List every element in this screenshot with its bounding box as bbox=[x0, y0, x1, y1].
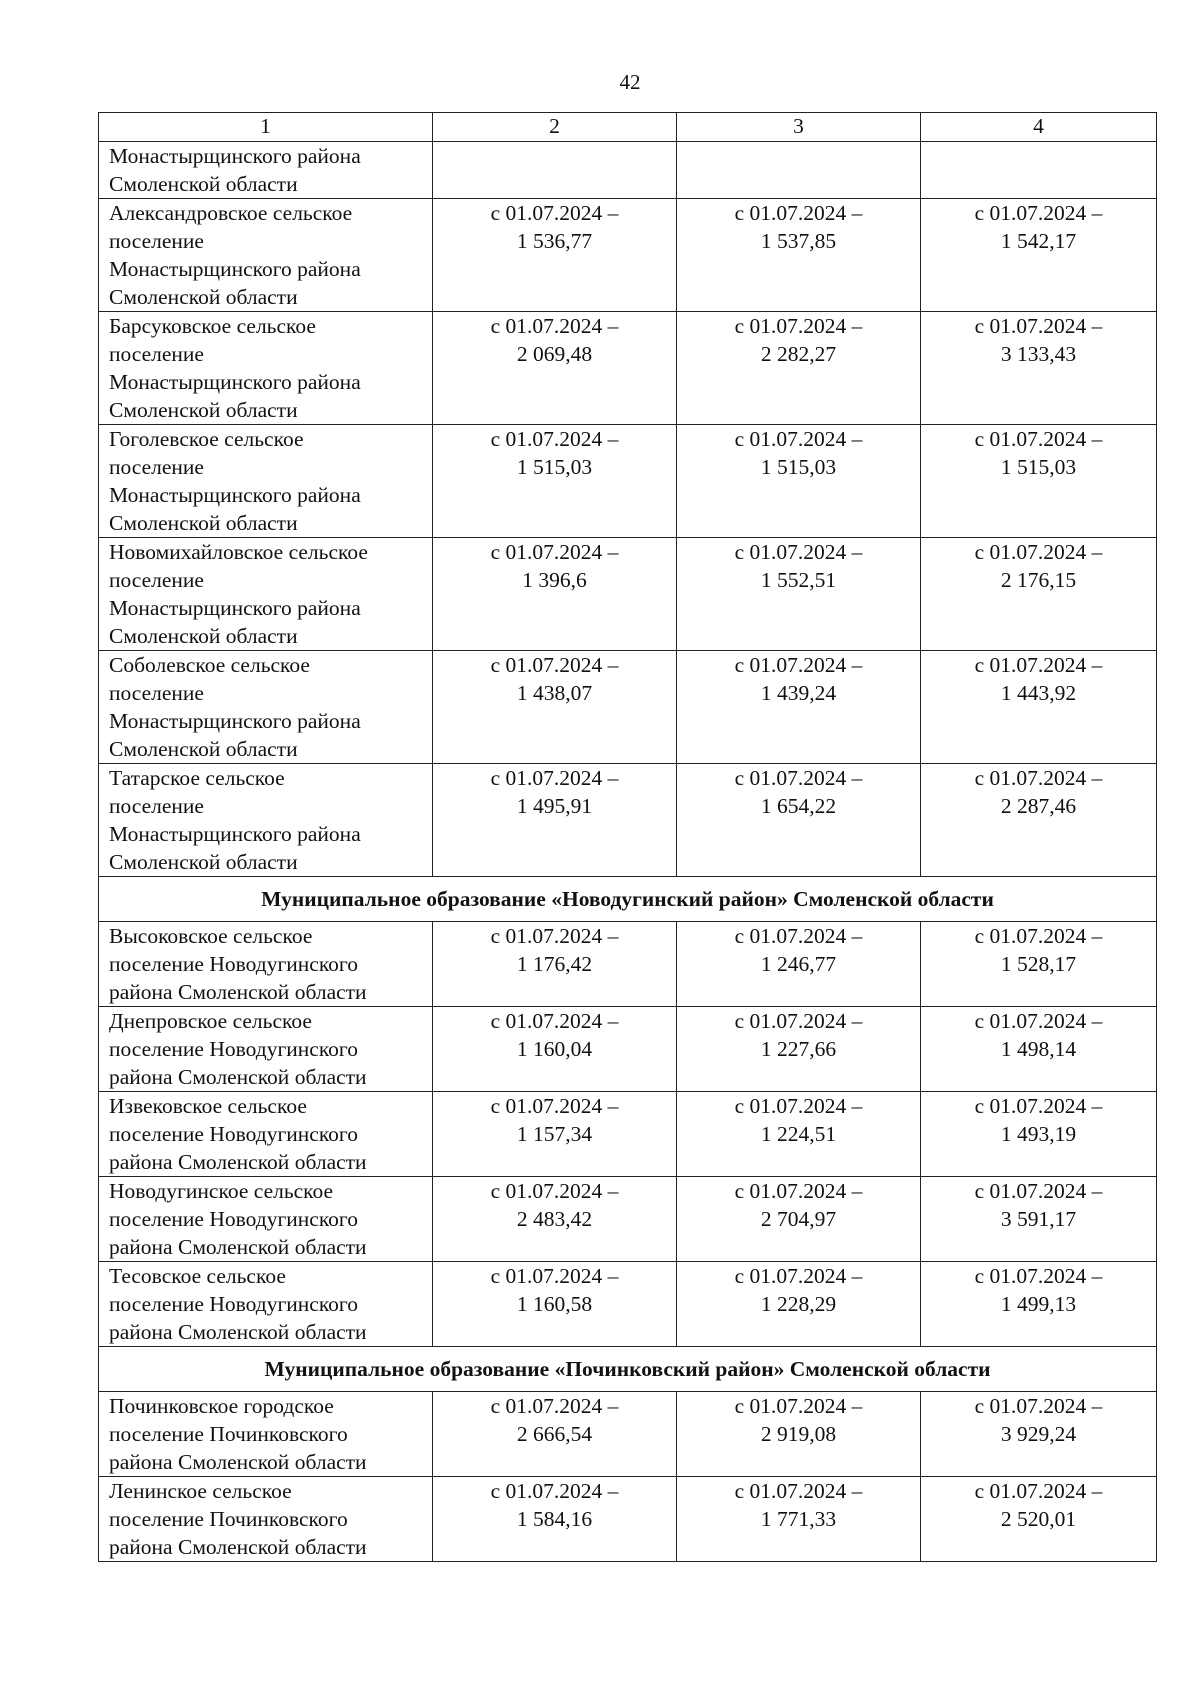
tariff-date: с 01.07.2024 – bbox=[734, 427, 863, 451]
settlement-name-line: Смоленской области bbox=[109, 737, 298, 761]
settlement-name-line: поселение Новодугинского bbox=[109, 952, 358, 976]
settlement-name-line: Монастырщинского района bbox=[109, 709, 361, 733]
tariff-amount: 1 499,13 bbox=[1000, 1292, 1077, 1316]
tariff-value-cell-col4 bbox=[921, 538, 1157, 651]
tariff-date: с 01.07.2024 – bbox=[734, 201, 863, 225]
settlement-name-line: Монастырщинского района bbox=[109, 596, 361, 620]
tariff-value-cell-col2 bbox=[433, 1392, 677, 1477]
settlement-name-line: Александровское сельское bbox=[109, 201, 353, 225]
settlement-name-cell bbox=[99, 651, 433, 764]
tariff-value-cell-col2 bbox=[433, 199, 677, 312]
tariff-value-cell-col3 bbox=[677, 1007, 921, 1092]
tariff-value-cell-col2 bbox=[433, 651, 677, 764]
tariff-amount: 2 282,27 bbox=[760, 342, 837, 366]
table-body bbox=[99, 142, 1157, 1562]
settlement-name-cell bbox=[99, 1392, 433, 1477]
tariff-value-cell-col4 bbox=[921, 1007, 1157, 1092]
tariff-value-cell-col4 bbox=[921, 1477, 1157, 1562]
tariff-date: с 01.07.2024 – bbox=[974, 1264, 1103, 1288]
tariff-amount: 1 396,6 bbox=[522, 568, 587, 592]
tariff-date: с 01.07.2024 – bbox=[974, 427, 1103, 451]
settlement-name-line: Тесовское сельское bbox=[109, 1264, 286, 1288]
table-row bbox=[99, 312, 1157, 425]
tariff-amount: 1 515,03 bbox=[760, 455, 837, 479]
tariff-value-cell-col4 bbox=[921, 651, 1157, 764]
tariff-amount: 2 919,08 bbox=[760, 1422, 837, 1446]
settlement-name-line: поселение bbox=[109, 568, 204, 592]
tariff-amount: 1 227,66 bbox=[760, 1037, 837, 1061]
tariff-value-cell-col3 bbox=[677, 1262, 921, 1347]
tariff-date: с 01.07.2024 – bbox=[734, 653, 863, 677]
tariff-amount: 1 157,34 bbox=[516, 1122, 593, 1146]
tariff-value-cell-col4 bbox=[921, 199, 1157, 312]
tariff-date: с 01.07.2024 – bbox=[734, 1009, 863, 1033]
table-row bbox=[99, 764, 1157, 877]
tariff-value-cell-col3 bbox=[677, 764, 921, 877]
tariff-date: с 01.07.2024 – bbox=[734, 540, 863, 564]
tariff-amount: 1 771,33 bbox=[760, 1507, 837, 1531]
tariff-value-cell-col3 bbox=[677, 1092, 921, 1177]
table-row bbox=[99, 1392, 1157, 1477]
settlement-name-line: поселение bbox=[109, 229, 204, 253]
tariff-amount: 1 160,58 bbox=[516, 1292, 593, 1316]
tariff-date: с 01.07.2024 – bbox=[734, 314, 863, 338]
settlement-name-cell bbox=[99, 199, 433, 312]
tariff-amount: 1 536,77 bbox=[516, 229, 593, 253]
settlement-name-line: Ленинское сельское bbox=[109, 1479, 292, 1503]
tariff-date: с 01.07.2024 – bbox=[974, 1394, 1103, 1418]
section-header-row bbox=[99, 877, 1157, 922]
tariff-value-cell-col3 bbox=[677, 1392, 921, 1477]
tariff-value-cell-col2 bbox=[433, 1262, 677, 1347]
tariff-amount: 1 552,51 bbox=[760, 568, 837, 592]
tariff-amount: 1 224,51 bbox=[760, 1122, 837, 1146]
tariff-amount: 1 495,91 bbox=[516, 794, 593, 818]
settlement-name-line: Татарское сельское bbox=[109, 766, 285, 790]
settlement-name-cell bbox=[99, 312, 433, 425]
tariff-date: с 01.07.2024 – bbox=[734, 1264, 863, 1288]
tariff-value-cell-col2 bbox=[433, 1007, 677, 1092]
tariff-date: с 01.07.2024 – bbox=[734, 1394, 863, 1418]
tariff-value-cell-col3 bbox=[677, 199, 921, 312]
tariff-date: с 01.07.2024 – bbox=[974, 1009, 1103, 1033]
tariff-value-cell-col4 bbox=[921, 1177, 1157, 1262]
tariff-value-cell-col2 bbox=[433, 1092, 677, 1177]
tariff-value-cell-col3 bbox=[677, 425, 921, 538]
settlement-name-line: Смоленской области bbox=[109, 172, 298, 196]
settlement-name-line: поселение bbox=[109, 342, 204, 366]
tariff-amount: 1 498,14 bbox=[1000, 1037, 1077, 1061]
tariff-date: с 01.07.2024 – bbox=[974, 201, 1103, 225]
tariff-value-cell-col3 bbox=[677, 142, 921, 199]
tariff-date: с 01.07.2024 – bbox=[490, 1394, 619, 1418]
tariff-amount: 1 176,42 bbox=[516, 952, 593, 976]
settlement-name-line: поселение Новодугинского bbox=[109, 1122, 358, 1146]
tariff-amount: 1 528,17 bbox=[1000, 952, 1077, 976]
tariff-date: с 01.07.2024 – bbox=[974, 540, 1103, 564]
table-row bbox=[99, 1007, 1157, 1092]
settlement-name-line: района Смоленской области bbox=[109, 1150, 367, 1174]
settlement-name-line: Новомихайловское сельское bbox=[109, 540, 368, 564]
tariff-amount: 1 537,85 bbox=[760, 229, 837, 253]
table-row bbox=[99, 142, 1157, 199]
settlement-name-line: Монастырщинского района bbox=[109, 370, 361, 394]
settlement-name-line: Днепровское сельское bbox=[109, 1009, 312, 1033]
table-row bbox=[99, 1477, 1157, 1562]
settlement-name-line: Монастырщинского района bbox=[109, 822, 361, 846]
tariff-date: с 01.07.2024 – bbox=[490, 201, 619, 225]
settlement-name-line: района Смоленской области bbox=[109, 1535, 367, 1559]
settlement-name-cell bbox=[99, 764, 433, 877]
settlement-name-line: Извековское сельское bbox=[109, 1094, 307, 1118]
settlement-name-line: поселение Починковского bbox=[109, 1422, 348, 1446]
settlement-name-line: района Смоленской области bbox=[109, 1450, 367, 1474]
tariff-date: с 01.07.2024 – bbox=[734, 924, 863, 948]
settlement-name-line: поселение Новодугинского bbox=[109, 1292, 358, 1316]
table-header bbox=[99, 113, 1157, 142]
tariff-value-cell-col4 bbox=[921, 425, 1157, 538]
tariff-amount: 1 443,92 bbox=[1000, 681, 1077, 705]
settlement-name-cell bbox=[99, 425, 433, 538]
tariff-amount: 1 542,17 bbox=[1000, 229, 1077, 253]
page-number: 42 bbox=[619, 70, 641, 94]
header-row bbox=[99, 113, 1157, 142]
tariff-date: с 01.07.2024 – bbox=[734, 1094, 863, 1118]
tariff-value-cell-col2 bbox=[433, 922, 677, 1007]
tariff-value-cell-col3 bbox=[677, 312, 921, 425]
tariff-date: с 01.07.2024 – bbox=[490, 924, 619, 948]
settlement-name-cell bbox=[99, 1177, 433, 1262]
tariff-value-cell-col4 bbox=[921, 1092, 1157, 1177]
tariff-date: с 01.07.2024 – bbox=[490, 1094, 619, 1118]
tariff-date: с 01.07.2024 – bbox=[734, 1479, 863, 1503]
tariff-value-cell-col4 bbox=[921, 142, 1157, 199]
tariff-date: с 01.07.2024 – bbox=[974, 1179, 1103, 1203]
table-row bbox=[99, 425, 1157, 538]
settlement-name-cell bbox=[99, 142, 433, 199]
settlement-name-line: поселение bbox=[109, 794, 204, 818]
table-row bbox=[99, 1092, 1157, 1177]
tariff-amount: 3 133,43 bbox=[1000, 342, 1077, 366]
tariff-value-cell-col3 bbox=[677, 1177, 921, 1262]
tariff-amount: 2 176,15 bbox=[1000, 568, 1077, 592]
tariff-value-cell-col2 bbox=[433, 1177, 677, 1262]
table-row bbox=[99, 199, 1157, 312]
tariff-date: с 01.07.2024 – bbox=[974, 1094, 1103, 1118]
settlement-name-line: поселение Починковского bbox=[109, 1507, 348, 1531]
tariff-amount: 1 438,07 bbox=[516, 681, 593, 705]
settlement-name-line: района Смоленской области bbox=[109, 1065, 367, 1089]
settlement-name-line: Смоленской области bbox=[109, 511, 298, 535]
settlement-name-line: Гоголевское сельское bbox=[109, 427, 304, 451]
settlement-name-line: Соболевское сельское bbox=[109, 653, 310, 677]
tariff-date: с 01.07.2024 – bbox=[490, 653, 619, 677]
tariff-value-cell-col3 bbox=[677, 538, 921, 651]
tariff-date: с 01.07.2024 – bbox=[490, 540, 619, 564]
section-title: Муниципальное образование «Починковский район» Смоленской области bbox=[99, 1347, 1157, 1392]
tariff-value-cell-col3 bbox=[677, 922, 921, 1007]
tariff-value-cell-col2 bbox=[433, 538, 677, 651]
settlement-name-line: Починковское городское bbox=[109, 1394, 334, 1418]
tariff-value-cell-col3 bbox=[677, 651, 921, 764]
tariff-date: с 01.07.2024 – bbox=[490, 1479, 619, 1503]
tariff-date: с 01.07.2024 – bbox=[490, 766, 619, 790]
settlement-name-line: поселение bbox=[109, 455, 204, 479]
tariff-amount: 2 704,97 bbox=[760, 1207, 837, 1231]
tariff-value-cell-col2 bbox=[433, 425, 677, 538]
tariff-amount: 1 515,03 bbox=[1000, 455, 1077, 479]
table-row bbox=[99, 651, 1157, 764]
table-row bbox=[99, 538, 1157, 651]
tariff-value-cell-col2 bbox=[433, 142, 677, 199]
tariff-date: с 01.07.2024 – bbox=[734, 1179, 863, 1203]
section-header-row bbox=[99, 1347, 1157, 1392]
settlement-name-line: Новодугинское сельское bbox=[109, 1179, 334, 1203]
settlement-name-cell bbox=[99, 922, 433, 1007]
tariff-value-cell-col4 bbox=[921, 1262, 1157, 1347]
column-header-2: 2 bbox=[433, 113, 677, 142]
tariff-value-cell-col2 bbox=[433, 312, 677, 425]
settlement-name-line: района Смоленской области bbox=[109, 980, 367, 1004]
tariff-date: с 01.07.2024 – bbox=[490, 1264, 619, 1288]
tariff-date: с 01.07.2024 – bbox=[974, 766, 1103, 790]
tariff-amount: 1 654,22 bbox=[760, 794, 837, 818]
tariff-value-cell-col4 bbox=[921, 1392, 1157, 1477]
column-header-3: 3 bbox=[677, 113, 921, 142]
settlement-name-line: Монастырщинского района bbox=[109, 144, 361, 168]
tariff-amount: 2 520,01 bbox=[1000, 1507, 1077, 1531]
tariff-amount: 2 666,54 bbox=[516, 1422, 593, 1446]
tariff-date: с 01.07.2024 – bbox=[734, 766, 863, 790]
settlement-name-line: Монастырщинского района bbox=[109, 483, 361, 507]
settlement-name-line: Смоленской области bbox=[109, 285, 298, 309]
settlement-name-line: Барсуковское сельское bbox=[109, 314, 316, 338]
column-header-4: 4 bbox=[921, 113, 1157, 142]
tariff-value-cell-col2 bbox=[433, 764, 677, 877]
tariff-date: с 01.07.2024 – bbox=[490, 1179, 619, 1203]
settlement-name-line: поселение bbox=[109, 681, 204, 705]
section-title: Муниципальное образование «Новодугинский район» Смоленской области bbox=[99, 877, 1157, 922]
settlement-name-line: района Смоленской области bbox=[109, 1235, 367, 1259]
settlement-name-line: Монастырщинского района bbox=[109, 257, 361, 281]
settlement-name-cell bbox=[99, 1007, 433, 1092]
column-header-1: 1 bbox=[99, 113, 433, 142]
settlement-name-line: Смоленской области bbox=[109, 398, 298, 422]
tariff-amount: 1 160,04 bbox=[516, 1037, 593, 1061]
settlement-name-line: Высоковское сельское bbox=[109, 924, 313, 948]
tariff-table bbox=[98, 112, 1157, 1562]
tariff-amount: 3 591,17 bbox=[1000, 1207, 1077, 1231]
tariff-amount: 1 493,19 bbox=[1000, 1122, 1077, 1146]
settlement-name-cell bbox=[99, 1477, 433, 1562]
tariff-value-cell-col4 bbox=[921, 922, 1157, 1007]
tariff-date: с 01.07.2024 – bbox=[490, 1009, 619, 1033]
settlement-name-cell bbox=[99, 538, 433, 651]
tariff-amount: 1 228,29 bbox=[760, 1292, 837, 1316]
tariff-value-cell-col3 bbox=[677, 1477, 921, 1562]
tariff-amount: 1 584,16 bbox=[516, 1507, 593, 1531]
tariff-amount: 2 069,48 bbox=[516, 342, 593, 366]
table-row bbox=[99, 922, 1157, 1007]
tariff-amount: 1 246,77 bbox=[760, 952, 837, 976]
tariff-value-cell-col4 bbox=[921, 312, 1157, 425]
settlement-name-line: Смоленской области bbox=[109, 624, 298, 648]
settlement-name-line: района Смоленской области bbox=[109, 1320, 367, 1344]
tariff-amount: 2 483,42 bbox=[516, 1207, 593, 1231]
settlement-name-line: поселение Новодугинского bbox=[109, 1207, 358, 1231]
tariff-amount: 1 515,03 bbox=[516, 455, 593, 479]
settlement-name-cell bbox=[99, 1262, 433, 1347]
tariff-amount: 3 929,24 bbox=[1000, 1422, 1077, 1446]
tariff-amount: 1 439,24 bbox=[760, 681, 837, 705]
table-row bbox=[99, 1262, 1157, 1347]
tariff-date: с 01.07.2024 – bbox=[490, 314, 619, 338]
tariff-date: с 01.07.2024 – bbox=[974, 314, 1103, 338]
tariff-date: с 01.07.2024 – bbox=[490, 427, 619, 451]
tariff-date: с 01.07.2024 – bbox=[974, 924, 1103, 948]
settlement-name-line: поселение Новодугинского bbox=[109, 1037, 358, 1061]
settlement-name-cell bbox=[99, 1092, 433, 1177]
tariff-date: с 01.07.2024 – bbox=[974, 653, 1103, 677]
tariff-amount: 2 287,46 bbox=[1000, 794, 1077, 818]
tariff-date: с 01.07.2024 – bbox=[974, 1479, 1103, 1503]
table-row bbox=[99, 1177, 1157, 1262]
tariff-value-cell-col2 bbox=[433, 1477, 677, 1562]
settlement-name-line: Смоленской области bbox=[109, 850, 298, 874]
tariff-value-cell-col4 bbox=[921, 764, 1157, 877]
